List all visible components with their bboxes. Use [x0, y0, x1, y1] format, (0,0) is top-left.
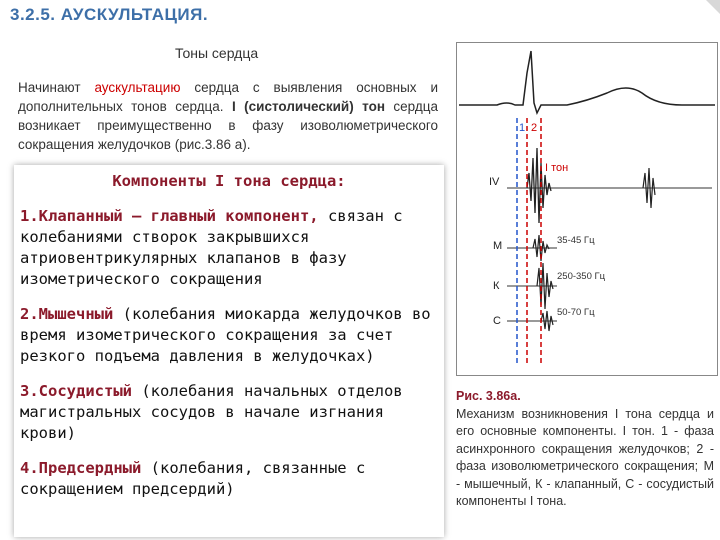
- intro-bold: I (систолический) тон: [231, 99, 385, 114]
- caption-text: Механизм возникновения I тона сердца и его основные компоненты. I тон. 1 - фаза асинхронного сокращения желудочков; 2 - фаза изоволюметрического сокращения; М - мышечный, К - клапанный, С - сосудистый компоненты I тона.: [456, 406, 714, 508]
- oscillation-i-tone: [527, 148, 551, 223]
- item-name: 4.Предсердный: [20, 459, 142, 477]
- label-phase-2: 2: [531, 122, 538, 134]
- item-text: (колебания миокарда желудочков во время изометрического сокращения за счет резкого подъема давления в желудочках): [20, 305, 431, 365]
- list-item: [14, 206, 444, 290]
- label-freq-1: 35-45 Гц: [557, 235, 595, 246]
- label-c: С: [493, 315, 501, 327]
- item-text: (колебания, связанные с сокращением предсердий): [20, 459, 366, 498]
- label-freq-2: 250-350 Гц: [557, 271, 606, 282]
- subheading: Тоны сердца: [175, 45, 259, 61]
- ecg-trace: [459, 51, 715, 113]
- caption-title: Рис. 3.86а.: [456, 389, 521, 403]
- label-k: К: [493, 280, 500, 292]
- list-item: [14, 458, 444, 500]
- intro-text-2: сердца с выявления основных и дополнительных тонов сердца.: [18, 80, 438, 114]
- section-number: 3.2.5.: [10, 5, 56, 24]
- intro-highlight: аускультацию: [94, 80, 181, 95]
- heart-sound-figure: [456, 42, 718, 376]
- label-i-ton: I тон: [545, 162, 569, 174]
- figure-caption: [456, 388, 714, 511]
- phonocardiogram-diagram: [457, 43, 717, 375]
- page-corner: [706, 0, 720, 14]
- label-iv: IV: [489, 176, 500, 188]
- item-name: 3.Сосудистый: [20, 382, 132, 400]
- label-freq-3: 50-70 Гц: [557, 307, 595, 318]
- intro-text-1: Начинают: [18, 80, 95, 95]
- components-card: [14, 165, 444, 537]
- item-name: 1.Клапанный – главный компонент,: [20, 207, 319, 225]
- item-text: связан с колебаниями створок закрывшихся атриовентрикулярных клапанов в фазу изометрического сокращения: [20, 207, 403, 288]
- section-title: АУСКУЛЬТАЦИЯ.: [60, 5, 209, 24]
- card-title: Компоненты I тона сердца:: [112, 172, 346, 190]
- intro-paragraph: [18, 78, 438, 154]
- list-item: [14, 304, 444, 367]
- intro-text-3: сердца возникает преимущественно в фазу изоволюметрического сокращения желудочков (рис.3.86 а).: [18, 99, 438, 152]
- item-name: 2.Мышечный: [20, 305, 114, 323]
- item-text: (колебания начальных отделов магистральных сосудов в начале изгнания крови): [20, 382, 403, 442]
- label-phase-1: 1: [519, 122, 526, 134]
- list-item: [14, 381, 444, 444]
- label-m: М: [493, 240, 503, 252]
- section-heading: [10, 5, 208, 25]
